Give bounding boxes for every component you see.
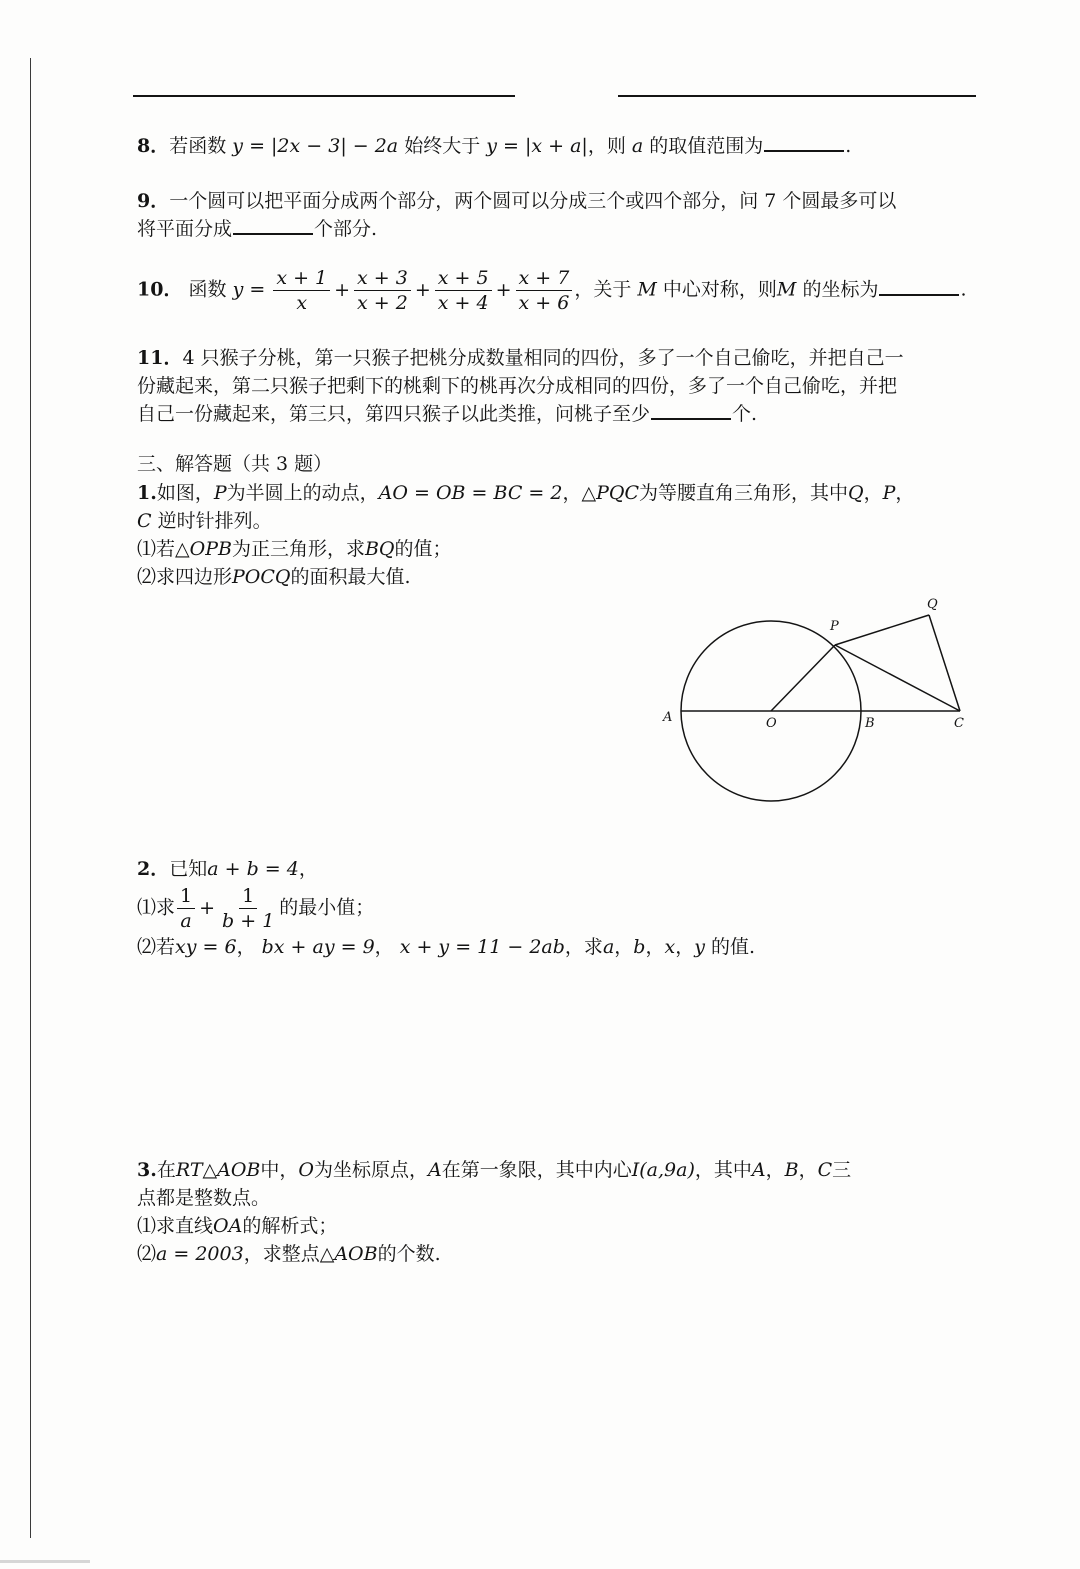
math-expression: y = |2x − 3| − 2a [232,135,399,157]
question-text: 的解析式； [242,1215,338,1237]
math-variable: Q [848,482,864,504]
segment-pq [835,615,929,645]
math-expression: △PQC [581,482,639,504]
question-text: ，关于 [574,278,632,301]
answer-blank[interactable] [879,276,959,296]
answer-blank[interactable] [233,215,313,235]
question-text: 在第一象限，其中内心 [441,1159,632,1181]
fraction-numerator: x + 1 [273,266,330,291]
question-text: 若函数 [169,135,227,157]
label-o: O [766,716,777,731]
math-expression: xy = 6 [175,936,237,958]
question-number: 1. [137,482,157,504]
math-variable: A [751,1159,766,1181]
question-text: 点都是整数点。 [137,1187,271,1209]
fraction-numerator: x + 7 [516,266,573,291]
math-expression: △OPB [175,538,232,560]
fraction-numerator: 1 [239,884,257,909]
math-variable: b [633,936,646,958]
question-text: 4 只猴子分桃，第一只猴子把桃分成数量相同的四份，多了一个自己偷吃，并把自己一 [182,347,904,369]
label-a: A [663,710,673,725]
question-number: 8． [137,135,170,157]
question-text: 的面积最大值. [290,566,411,588]
problem-2-part-1 [137,884,977,933]
fraction-denominator: x + 2 [357,292,408,314]
question-text: 自己一份藏起来，第三只，第四只猴子以此类推，问桃子至少 [137,403,651,425]
binding-margin-line [30,58,31,1538]
math-variable: x [664,936,676,958]
fraction-denominator: x + 4 [437,292,489,314]
plus-sign: + [495,278,512,301]
punctuation: ， [562,482,582,504]
math-variable: C [817,1159,833,1181]
question-text: 已知 [169,858,208,880]
math-variable: C [137,510,152,532]
math-expression: I(a,9a) [631,1159,695,1181]
math-expression: a = 2003 [156,1243,244,1265]
plus-sign: + [334,278,351,301]
fraction-denominator: b + 1 [222,910,275,932]
question-9 [137,187,977,243]
math-variable: P [882,482,896,504]
math-variable: y [694,936,705,958]
fraction-numerator: 1 [177,884,195,909]
problem-2-part-2 [137,933,977,961]
question-text: ⑴求 [137,896,176,919]
answer-blank[interactable] [651,400,731,420]
question-text: ⑵求四边形 [137,566,233,588]
question-text: 个部分. [314,218,378,240]
question-text: 始终大于 [404,135,481,157]
question-text: ，则 [587,135,626,157]
question-text: 的个数. [377,1243,441,1265]
question-number: 11． [137,347,183,369]
question-text: ，其中 [694,1159,752,1181]
punctuation: ， [765,1159,785,1181]
math-expression: bx + ay = 9 [261,936,375,958]
fraction [219,884,277,933]
question-text: 为半圆上的动点， [226,482,379,504]
math-expression: x + y = 11 − 2ab [399,936,565,958]
question-text: 函数 [188,278,227,301]
question-text: 一个圆可以把平面分成两个部分，两个圆可以分成三个或四个部分，问 7 个圆最多可以 [169,190,897,212]
question-text: 的取值范围为 [649,135,764,157]
fraction [435,266,492,315]
label-p: P [830,619,839,634]
label-b: B [865,716,875,731]
problem-3 [137,1156,977,1268]
math-expression: y = [232,278,266,301]
plus-sign: + [199,896,216,919]
math-variable: A [428,1159,442,1181]
fraction-denominator: a [180,910,192,932]
punctuation: ， [863,482,883,504]
fraction [273,266,330,315]
math-variable: a [602,936,615,958]
question-text: 的值； [394,538,452,560]
question-8 [137,132,977,160]
math-expression: AO = OB = BC = 2 [378,482,563,504]
math-variable: O [298,1159,314,1181]
punctuation: ， [374,936,394,958]
question-text: 为坐标原点， [313,1159,428,1181]
question-number: 10． [137,278,183,301]
question-text: ⑵ [137,1243,157,1265]
plus-sign: + [414,278,431,301]
math-variable: a [631,135,644,157]
math-variable: P [213,482,227,504]
question-text: 将平面分成 [137,218,233,240]
punctuation: ， [298,858,318,880]
label-c: C [954,716,964,731]
name-line-left [133,95,515,97]
punctuation: . [845,135,852,157]
fraction-numerator: x + 5 [435,266,492,291]
math-variable: POCQ [232,566,291,588]
math-variable: B [784,1159,799,1181]
fraction [177,884,195,933]
math-variable: M [637,278,657,301]
question-text: 在 [156,1159,176,1181]
scan-artifact [0,1560,90,1563]
math-variable: OA [213,1215,243,1237]
question-text: 的坐标为 [802,278,879,301]
fraction [354,266,411,315]
punctuation: ， [645,936,665,958]
question-number: 2． [137,858,170,880]
fraction [516,266,573,315]
section-heading: 三、解答题（共 3 题） [137,453,333,475]
answer-blank[interactable] [764,132,844,152]
punctuation: ， [798,1159,818,1181]
question-text: 中， [260,1159,299,1181]
question-text: 中心对称，则 [662,278,777,301]
question-text: 如图， [156,482,214,504]
question-text: ⑵若 [137,936,176,958]
question-text: ，求整点 [243,1243,320,1265]
punctuation: . [960,278,967,301]
problem-1 [137,479,977,591]
question-text: 为等腰直角三角形，其中 [638,482,848,504]
math-expression: △AOB [319,1243,378,1265]
problem-2 [137,855,977,883]
punctuation: ， [895,482,915,504]
question-11 [137,344,977,428]
punctuation: ， [614,936,634,958]
question-text: 的值. [710,936,756,958]
question-text: 份藏起来，第二只猴子把剩下的桃剩下的桃再次分成相同的四份，多了一个自己偷吃，并把 [137,375,898,397]
segment-op [771,645,835,711]
geometry-figure [650,590,990,810]
fraction-denominator: x [296,292,308,314]
punctuation: ， [675,936,695,958]
question-text: 三 [832,1159,852,1181]
question-text: ⑴若 [137,538,176,560]
name-line-right [618,95,976,97]
fraction-numerator: x + 3 [354,266,411,291]
question-text: 的最小值； [279,896,375,919]
math-variable: BQ [364,538,395,560]
question-text: ，求 [564,936,603,958]
question-text: ⑴求直线 [137,1215,214,1237]
math-expression: y = |x + a| [486,135,588,157]
punctuation: ， [236,936,256,958]
math-expression: a + b = 4 [207,858,299,880]
question-number: 9． [137,190,170,212]
question-text: 逆时针排列。 [157,510,272,532]
question-number: 3. [137,1159,157,1181]
question-text: 个. [732,403,758,425]
math-variable: M [776,278,797,301]
question-10 [137,266,977,315]
fraction-denominator: x + 6 [518,292,570,314]
question-text: 为正三角形，求 [231,538,365,560]
math-expression: RT△AOB [175,1159,261,1181]
label-q: Q [927,597,938,612]
